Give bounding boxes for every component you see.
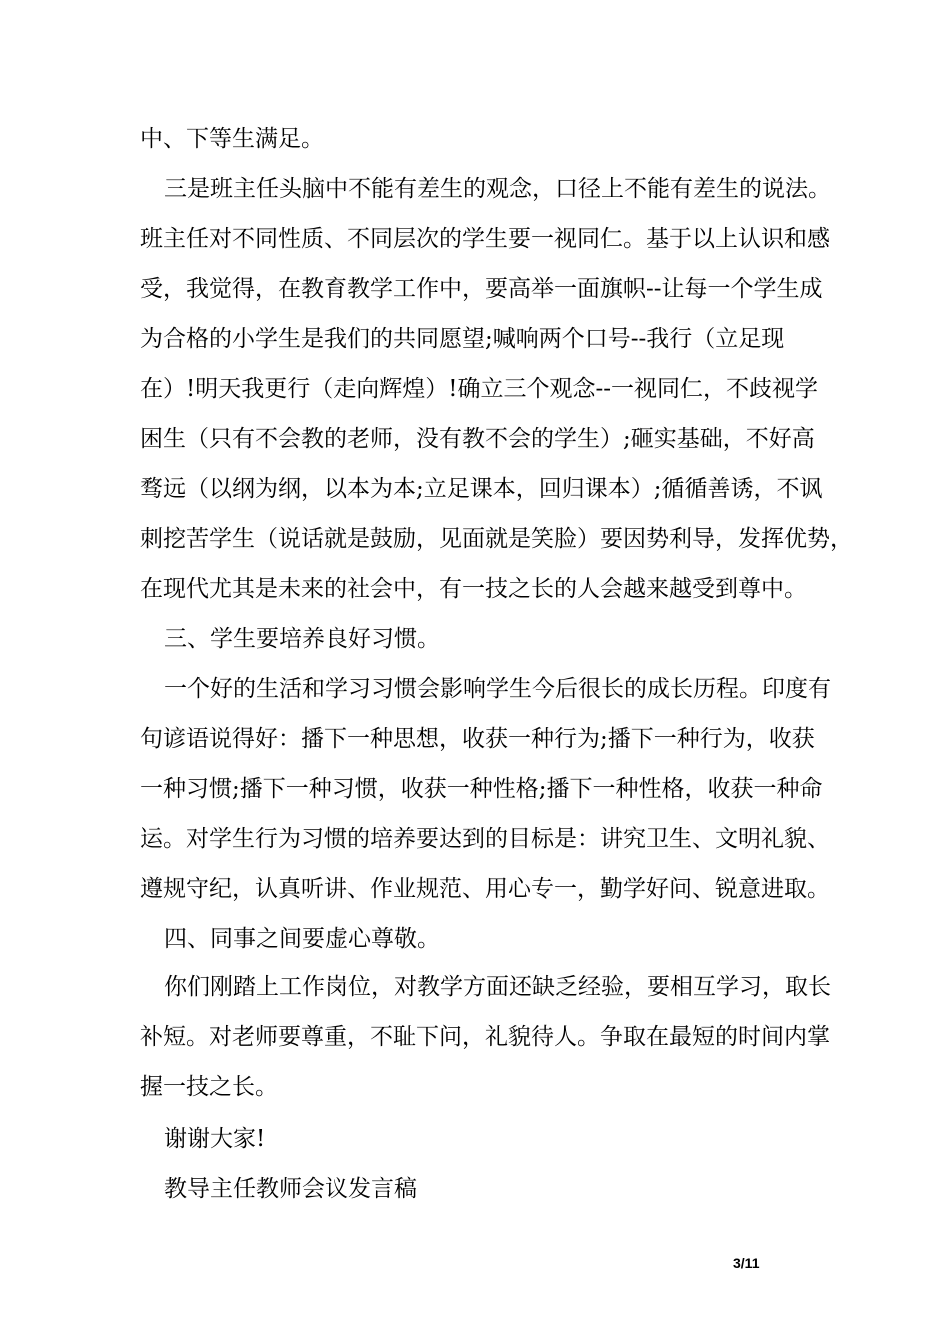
- text-line: 补短。对老师要尊重，不耻下问，礼貌待人。争取在最短的时间内掌: [140, 1024, 830, 1050]
- text-line: 班主任对不同性质、不同层次的学生要一视同仁。基于以上认识和感: [140, 226, 830, 252]
- text-line: 为合格的小学生是我们的共同愿望;喊响两个口号--我行（立足现: [140, 326, 785, 352]
- text-line: 中、下等生满足。: [140, 126, 324, 152]
- closing-line: 谢谢大家!: [164, 1126, 266, 1152]
- text-line: 遵规守纪，认真听讲、作业规范、用心专一，勤学好问、锐意进取。: [140, 876, 830, 902]
- page-number: 3/11: [733, 1255, 760, 1271]
- text-line: 在现代尤其是未来的社会中，有一技之长的人会越来越受到尊中。: [140, 576, 807, 602]
- document-title-line: 教导主任教师会议发言稿: [164, 1176, 417, 1202]
- text-line: 你们刚踏上工作岗位，对教学方面还缺乏经验，要相互学习，取长: [164, 974, 831, 1000]
- section-heading: 三、学生要培养良好习惯。: [164, 626, 440, 652]
- text-line: 运。对学生行为习惯的培养要达到的目标是：讲究卫生、文明礼貌、: [140, 826, 830, 852]
- section-heading: 四、同事之间要虚心尊敬。: [164, 926, 440, 952]
- text-line: 句谚语说得好：播下一种思想，收获一种行为;播下一种行为，收获: [140, 726, 815, 752]
- text-line: 刺挖苦学生（说话就是鼓励，见面就是笑脸）要因势利导，发挥优势，: [140, 526, 853, 552]
- text-line: 受，我觉得，在教育教学工作中，要高举一面旗帜--让每一个学生成: [140, 276, 823, 302]
- text-line: 一种习惯;播下一种习惯，收获一种性格;播下一种性格，收获一种命: [140, 776, 823, 802]
- text-line: 一个好的生活和学习习惯会影响学生今后很长的成长历程。印度有: [164, 676, 831, 702]
- text-line: 三是班主任头脑中不能有差生的观念，口径上不能有差生的说法。: [164, 176, 831, 202]
- text-line: 握一技之长。: [140, 1074, 278, 1100]
- text-line: 困生（只有不会教的老师，没有教不会的学生）;砸实基础，不好高: [140, 426, 815, 452]
- text-line: 在）!明天我更行（走向辉煌）!确立三个观念--一视同仁，不歧视学: [140, 376, 819, 402]
- text-line: 骛远（以纲为纲，以本为本;立足课本，回归课本）;循循善诱，不讽: [140, 476, 823, 502]
